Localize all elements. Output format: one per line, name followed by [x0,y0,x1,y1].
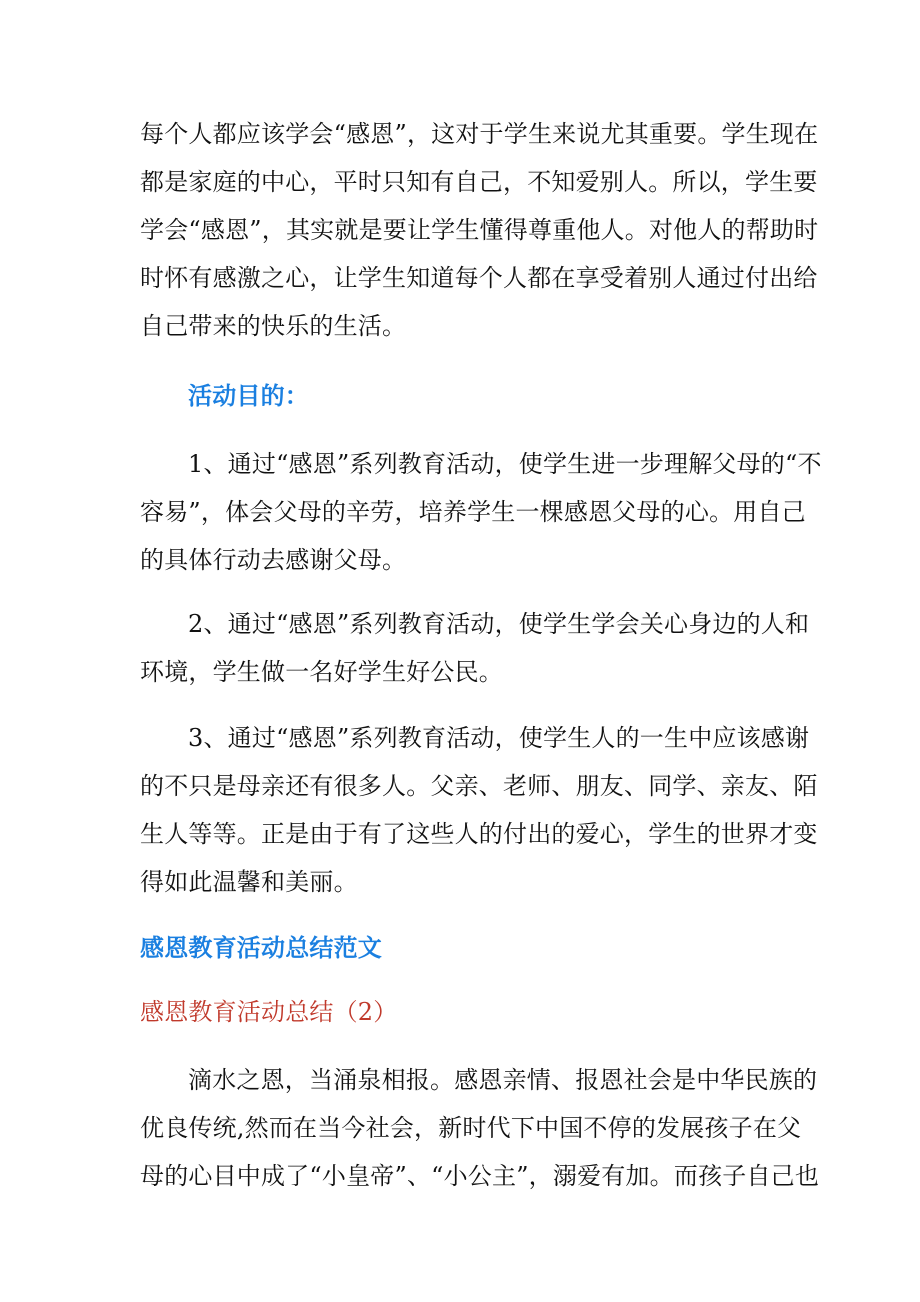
purpose-item-line: 容易”，体会父母的辛劳，培养学生一棵感恩父母的心。用自己 [140,498,806,526]
purpose-item-line: 2、通过“感恩”系列教育活动，使学生学会关心身边的人和 [188,610,810,638]
purpose-item-line: 1、通过“感恩”系列教育活动，使学生进一步理解父母的“不 [188,450,822,478]
purpose-heading: 活动目的： [188,382,309,410]
subsection-title: 感恩教育活动总结（2） [140,998,398,1026]
intro-line: 学会“感恩”，其实就是要让学生懂得尊重他人。对他人的帮助时 [140,216,819,244]
intro-line: 时怀有感激之心，让学生知道每个人都在享受着别人通过付出给 [140,264,818,292]
purpose-item-line: 的不只是母亲还有很多人。父亲、老师、朋友、同学、亲友、陌 [140,772,818,800]
intro-line: 每个人都应该学会“感恩”，这对于学生来说尤其重要。学生现在 [140,120,819,148]
closing-line: 优良传统,然而在当今社会，新时代下中国不停的发展孩子在父 [140,1114,802,1142]
purpose-item-line: 3、通过“感恩”系列教育活动，使学生人的一生中应该感谢 [188,724,810,752]
intro-line: 自己带来的快乐的生活。 [140,312,407,340]
purpose-item-line: 得如此温馨和美丽。 [140,868,358,896]
closing-line: 母的心目中成了“小皇帝”、“小公主”，溺爱有加。而孩子自己也 [140,1162,820,1190]
closing-line: 滴水之恩，当涌泉相报。感恩亲情、报恩社会是中华民族的 [188,1066,818,1094]
section-title: 感恩教育活动总结范文 [140,934,382,962]
purpose-item-line: 环境，学生做一名好学生好公民。 [140,658,503,686]
purpose-item-line: 生人等等。正是由于有了这些人的付出的爱心，学生的世界才变 [140,820,818,848]
intro-line: 都是家庭的中心，平时只知有自己，不知爱别人。所以，学生要 [140,168,818,196]
purpose-item-line: 的具体行动去感谢父母。 [140,546,407,574]
